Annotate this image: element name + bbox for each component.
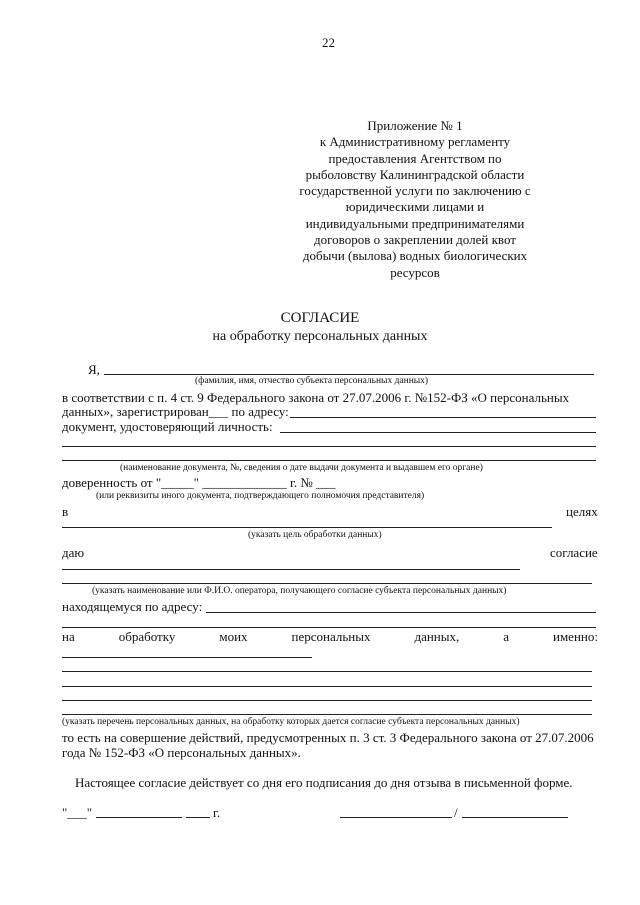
processing-word: персональных: [291, 629, 371, 644]
celyakh-word: целях: [566, 504, 598, 519]
ya-label: Я,: [88, 362, 100, 377]
date-prefix: "___": [62, 805, 93, 820]
appendix-line: Приложение № 1: [367, 118, 463, 133]
processing-word: именно:: [553, 629, 598, 644]
appendix-line: рыболовству Калининградской области: [305, 166, 525, 182]
operator-blank-2[interactable]: [62, 583, 592, 584]
law-reference-line2: данных», зарегистрирован___ по адресу:: [62, 404, 289, 419]
appendix-line: государственной услуги по заключению с: [299, 183, 531, 199]
soglasie-word: согласие: [550, 545, 598, 560]
actions-line2: года № 152-ФЗ «О персональных данных».: [62, 745, 301, 760]
document-hint: (наименование документа, №, сведения о дате выдачи документа и выдавшем его органе): [120, 463, 483, 473]
appendix-line: к Административному регламенту: [319, 134, 511, 150]
v-word: в: [62, 504, 69, 519]
location-label: находящемуся по адресу:: [62, 599, 203, 614]
operator-blank[interactable]: [62, 569, 520, 570]
data-list-blank-5[interactable]: [62, 714, 592, 715]
processing-word: а: [503, 629, 510, 644]
signature-blank[interactable]: [340, 817, 452, 818]
data-list-blank[interactable]: [62, 657, 312, 658]
fio-blank[interactable]: [104, 374, 594, 375]
document-subtitle: на обработку персональных данных: [212, 329, 428, 344]
fio-hint: (фамилия, имя, отчество субъекта персональных данных): [195, 376, 429, 386]
date-month-blank[interactable]: [96, 817, 182, 818]
validity-statement: Настоящее согласие действует со дня его подписания до дня отзыва в письменной форме.: [75, 775, 573, 790]
identity-document-blank[interactable]: [280, 432, 596, 433]
appendix-line: добычи (вылова) водных биологических: [302, 248, 528, 264]
actions-line1: то есть на совершение действий, предусмотренных п. 3 ст. 3 Федерального закона от 27.07.2006: [62, 730, 594, 745]
appendix-line: договоров о закреплении долей квот: [314, 232, 516, 248]
law-reference-line1: в соответствии с п. 4 ст. 9 Федерального закона от 27.07.2006 г. №152-ФЗ «О персональных: [62, 390, 570, 405]
appendix-header: [285, 118, 545, 281]
proxy-hint: (или реквизиты иного документа, подтверждающего полномочия представителя): [96, 491, 425, 501]
data-list-blank-4[interactable]: [62, 700, 592, 701]
dayu-word: даю: [62, 545, 85, 560]
processing-word: на: [62, 629, 75, 644]
appendix-line: ресурсов: [390, 264, 440, 280]
appendix-line: индивидуальными предпринимателями: [305, 215, 525, 231]
identity-document-blank-3[interactable]: [62, 460, 596, 461]
identity-document-label: документ, удостоверяющий личность:: [62, 419, 273, 434]
year-suffix: г.: [213, 805, 221, 820]
address-blank[interactable]: [290, 417, 596, 418]
data-list-blank-2[interactable]: [62, 671, 592, 672]
purpose-blank[interactable]: [62, 527, 552, 528]
appendix-line: юридическими лицами и: [345, 199, 485, 215]
data-list-hint: (указать перечень персональных данных, на обработку которых дается согласие субъекта персональных данных): [62, 717, 520, 727]
date-year-blank[interactable]: [186, 817, 210, 818]
processing-word: обработку: [118, 629, 176, 644]
purpose-hint: (указать цель обработки данных): [248, 530, 382, 540]
proxy-line: доверенность от "_____" _____________ г. № ___: [62, 475, 336, 490]
document-title: СОГЛАСИЕ: [280, 310, 360, 326]
operator-hint: (указать наименование или Ф.И.О. оператора, получающего согласие субъекта персональных данных): [92, 586, 507, 596]
processing-line: [62, 630, 598, 643]
signature-name-blank[interactable]: [462, 817, 568, 818]
processing-word: данных,: [414, 629, 460, 644]
appendix-line: предоставления Агентством по: [328, 150, 502, 166]
processing-word: моих: [219, 629, 248, 644]
data-list-blank-3[interactable]: [62, 686, 592, 687]
identity-document-blank-2[interactable]: [62, 446, 596, 447]
location-blank-2[interactable]: [62, 627, 596, 628]
location-blank[interactable]: [206, 612, 596, 613]
page-number: 22: [322, 35, 335, 50]
signature-separator: /: [454, 805, 458, 820]
